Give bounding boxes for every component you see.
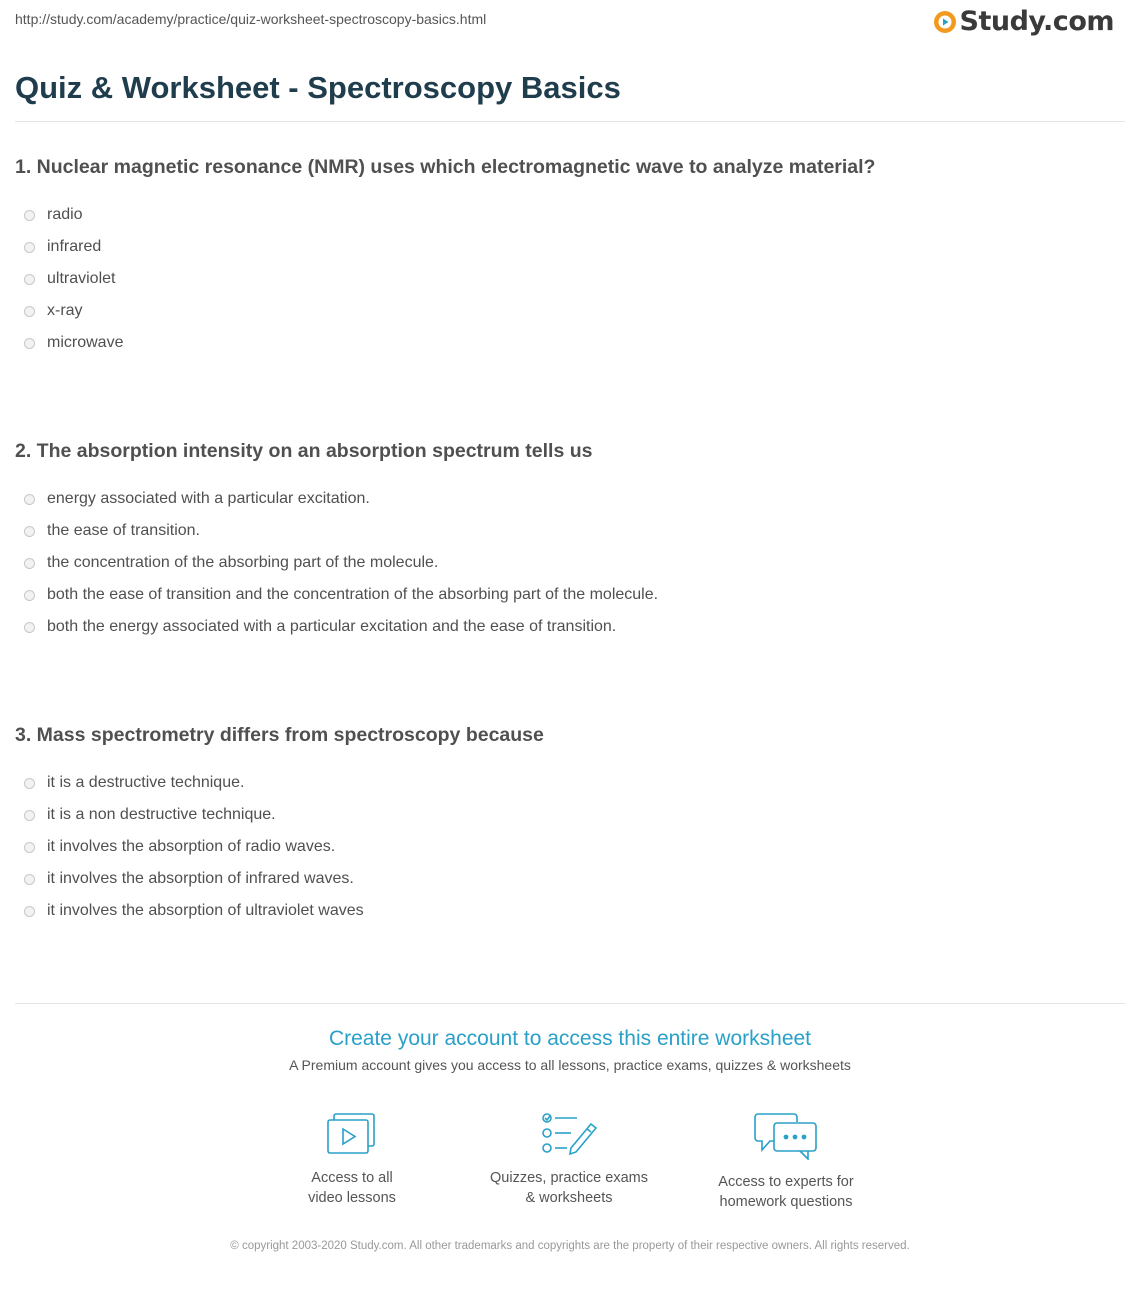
- answer-label: ultraviolet: [47, 270, 116, 287]
- answer-options: [15, 198, 1125, 370]
- radio-button[interactable]: [24, 274, 35, 285]
- answer-label: the ease of transition.: [47, 522, 200, 539]
- feature-label: Access to experts for homework questions: [718, 1174, 854, 1210]
- copyright-notice: © copyright 2003-2020 Study.com. All other trademarks and copyrights are the property of their respective owners. All rights reserved.: [230, 1240, 910, 1252]
- play-circle-icon: [933, 10, 957, 34]
- question-text: 3. Mass spectrometry differs from spectroscopy because: [15, 724, 544, 746]
- answer-label: it is a non destructive technique.: [47, 806, 276, 823]
- question-text: 1. Nuclear magnetic resonance (NMR) uses which electromagnetic wave to analyze material?: [15, 156, 876, 178]
- question-3: [15, 722, 1125, 938]
- chat-bubbles-icon: [754, 1110, 818, 1160]
- radio-button[interactable]: [24, 874, 35, 885]
- radio-button[interactable]: [24, 590, 35, 601]
- answer-label: it involves the absorption of ultraviolet waves: [47, 902, 364, 919]
- answer-option[interactable]: [15, 326, 1125, 370]
- answer-label: both the energy associated with a particular excitation and the ease of transition.: [47, 618, 617, 635]
- radio-button[interactable]: [24, 242, 35, 253]
- create-account-link[interactable]: Create your account to access this entire worksheet: [328, 1027, 812, 1050]
- answer-label: the concentration of the absorbing part of the molecule.: [47, 554, 439, 571]
- radio-button[interactable]: [24, 558, 35, 569]
- video-lessons-icon: [326, 1110, 378, 1156]
- answer-option[interactable]: [15, 610, 1125, 654]
- answer-label: x-ray: [47, 302, 83, 319]
- radio-button[interactable]: [24, 622, 35, 633]
- feature-quizzes: [469, 1110, 669, 1208]
- quiz-checklist-icon: [541, 1110, 597, 1156]
- radio-button[interactable]: [24, 842, 35, 853]
- radio-button[interactable]: [24, 210, 35, 221]
- question-2: [15, 438, 1125, 654]
- logo-text: Study.com: [959, 6, 1114, 37]
- feature-video-lessons: [252, 1110, 452, 1208]
- answer-label: it involves the absorption of radio waves.: [47, 838, 336, 855]
- answer-label: it is a destructive technique.: [47, 774, 245, 791]
- cta-subtitle: A Premium account gives you access to all lessons, practice exams, quizzes & worksheets: [289, 1057, 851, 1073]
- page-url: http://study.com/academy/practice/quiz-worksheet-spectroscopy-basics.html: [15, 11, 487, 27]
- answer-options: [15, 482, 1125, 654]
- question-1: [15, 154, 1125, 370]
- answer-label: both the ease of transition and the concentration of the absorbing part of the molecule.: [47, 586, 659, 603]
- answer-label: energy associated with a particular excitation.: [47, 490, 370, 507]
- radio-button[interactable]: [24, 906, 35, 917]
- study-logo[interactable]: [933, 6, 1114, 37]
- radio-button[interactable]: [24, 526, 35, 537]
- question-text: 2. The absorption intensity on an absorption spectrum tells us: [15, 440, 593, 462]
- feature-experts: [686, 1110, 886, 1212]
- radio-button[interactable]: [24, 810, 35, 821]
- radio-button[interactable]: [24, 494, 35, 505]
- radio-button[interactable]: [24, 778, 35, 789]
- page-title: Quiz & Worksheet - Spectroscopy Basics: [15, 70, 621, 105]
- cta-divider: [15, 1003, 1125, 1004]
- answer-options: [15, 766, 1125, 938]
- answer-label: radio: [47, 206, 83, 223]
- radio-button[interactable]: [24, 338, 35, 349]
- answer-option[interactable]: [15, 894, 1125, 938]
- title-divider: [15, 121, 1125, 122]
- feature-label: Quizzes, practice exams & worksheets: [490, 1170, 648, 1206]
- answer-label: microwave: [47, 334, 124, 351]
- answer-label: it involves the absorption of infrared waves.: [47, 870, 354, 887]
- answer-label: infrared: [47, 238, 102, 255]
- feature-label: Access to all video lessons: [308, 1170, 396, 1206]
- radio-button[interactable]: [24, 306, 35, 317]
